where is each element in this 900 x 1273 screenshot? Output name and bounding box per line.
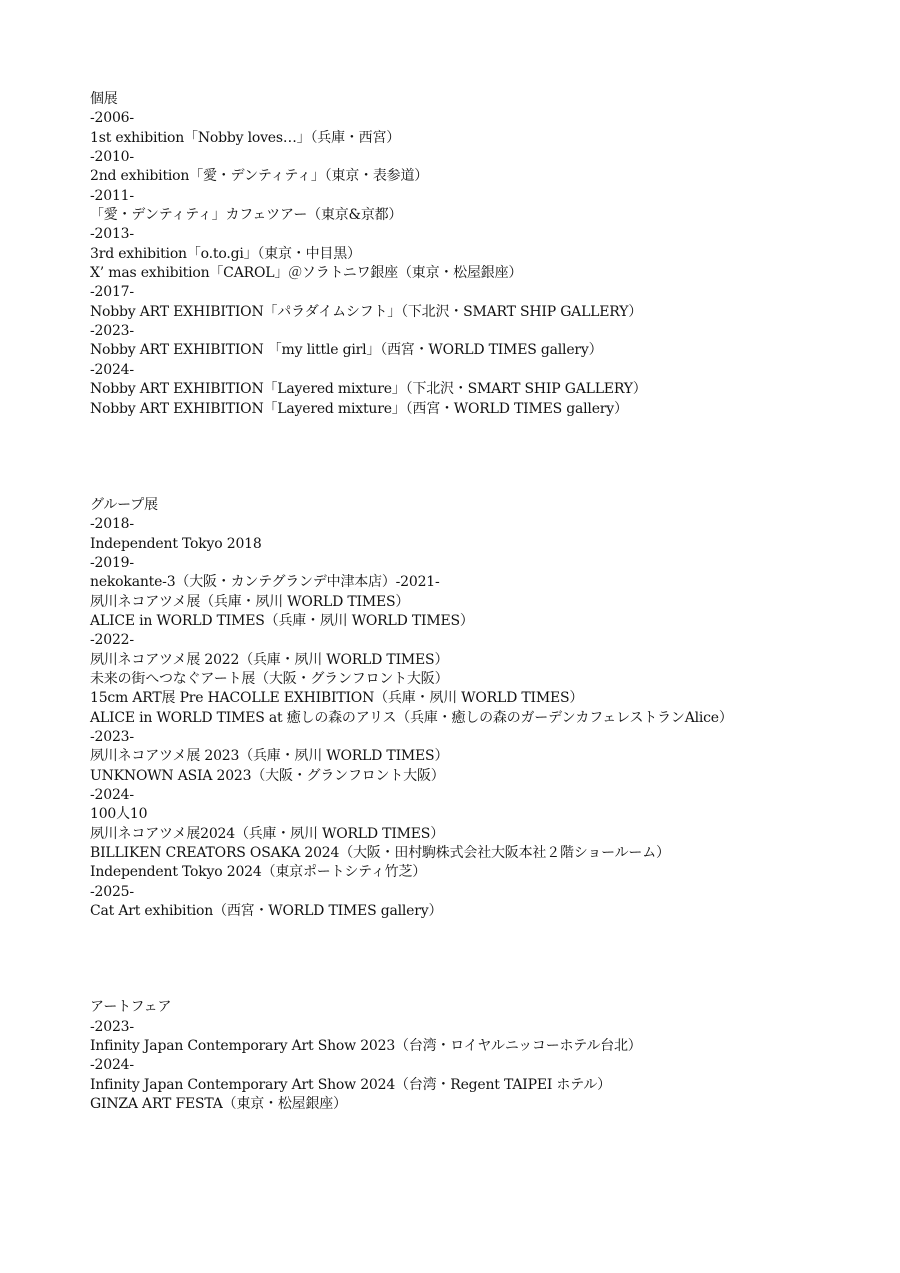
exhibition-entry: UNKNOWN ASIA 2023（大阪・グランフロント大阪） [90, 767, 445, 784]
exhibition-entry: Independent Tokyo 2018 [90, 535, 262, 552]
exhibition-entry: 夙川ネコアツメ展 2022（兵庫・夙川 WORLD TIMES） [90, 651, 449, 668]
document-page [90, 90, 880, 1114]
exhibition-entry: 2nd exhibition「愛・デンティティ」（東京・表参道） [90, 168, 429, 185]
exhibition-entry: 夙川ネコアツメ展（兵庫・夙川 WORLD TIMES） [90, 593, 410, 610]
exhibition-entry: Nobby ART EXHIBITION 「my little girl」（西宮・WORLD TIMES gallery） [90, 342, 603, 359]
year-label: -2022- [90, 632, 134, 649]
exhibition-entry: 「愛・デンティティ」カフェツアー（東京&京都） [90, 207, 403, 224]
year-label: -2010- [90, 149, 134, 166]
year-label: -2024- [90, 361, 134, 378]
exhibition-entry: 未来の街へつなぐアート展（大阪・グランフロント大阪） [90, 670, 449, 687]
year-label: -2023- [90, 728, 134, 745]
year-label: -2017- [90, 284, 134, 301]
exhibition-entry: BILLIKEN CREATORS OSAKA 2024（大阪・田村駒株式会社大阪本社２階ショールーム） [90, 845, 670, 862]
group-exhibitions-section [90, 496, 880, 922]
exhibition-entry: Nobby ART EXHIBITION「パラダイムシフト」（下北沢・SMART SHIP GALLERY） [90, 303, 643, 320]
year-label: -2006- [90, 110, 134, 127]
year-label: -2011- [90, 187, 134, 204]
year-label: -2024- [90, 787, 134, 803]
year-label: -2023- [90, 323, 134, 340]
exhibition-entry: ALICE in WORLD TIMES（兵庫・夙川 WORLD TIMES） [90, 612, 474, 629]
exhibition-entry: GINZA ART FESTA（東京・松屋銀座） [90, 1096, 347, 1113]
art-fair-section [90, 998, 880, 1114]
solo-exhibitions-section [90, 90, 880, 419]
section-heading: アートフェア [90, 999, 172, 1016]
year-label: -2019- [90, 554, 134, 571]
exhibition-entry: 夙川ネコアツメ展 2023（兵庫・夙川 WORLD TIMES） [90, 748, 449, 765]
year-label: -2018- [90, 516, 134, 533]
exhibition-entry: ALICE in WORLD TIMES at 癒しの森のアリス（兵庫・癒しの森のガーデンカフェレストランAlice） [90, 709, 733, 726]
exhibition-entry: nekokante-3（大阪・カンテグランデ中津本店）-2021- [90, 574, 440, 591]
exhibition-entry: Infinity Japan Contemporary Art Show 2023（台湾・ロイヤルニッコーホテル台北） [90, 1038, 642, 1055]
exhibition-entry: Infinity Japan Contemporary Art Show 2024（台湾・Regent TAIPEI ホテル） [90, 1076, 611, 1093]
year-label: -2025- [90, 883, 134, 900]
exhibition-entry: 1st exhibition「Nobby loves…」（兵庫・西宮） [90, 129, 401, 146]
section-heading: グループ展 [90, 496, 158, 513]
year-label: -2013- [90, 226, 134, 243]
exhibition-entry: 3rd exhibition「o.to.gi」（東京・中目黒） [90, 245, 361, 262]
exhibition-entry: X’ mas exhibition「CAROL」＠ソラトニワ銀座（東京・松屋銀座） [90, 265, 523, 282]
exhibition-entry: 100人10 [90, 806, 148, 823]
year-label: -2024- [90, 1057, 134, 1074]
exhibition-entry: 夙川ネコアツメ展2024（兵庫・夙川 WORLD TIMES） [90, 825, 444, 842]
exhibition-entry: Nobby ART EXHIBITION「Layered mixture」（西宮・WORLD TIMES gallery） [90, 400, 628, 417]
exhibition-entry: Independent Tokyo 2024（東京ポートシティ竹芝） [90, 864, 427, 881]
exhibition-entry: Nobby ART EXHIBITION「Layered mixture」（下北沢・SMART SHIP GALLERY） [90, 381, 647, 398]
exhibition-entry: 15cm ART展 Pre HACOLLE EXHIBITION（兵庫・夙川 WORLD TIMES） [90, 690, 584, 707]
year-label: -2023- [90, 1018, 134, 1035]
section-heading: 個展 [90, 91, 118, 107]
exhibition-entry: Cat Art exhibition（西宮・WORLD TIMES gallery） [90, 903, 443, 920]
